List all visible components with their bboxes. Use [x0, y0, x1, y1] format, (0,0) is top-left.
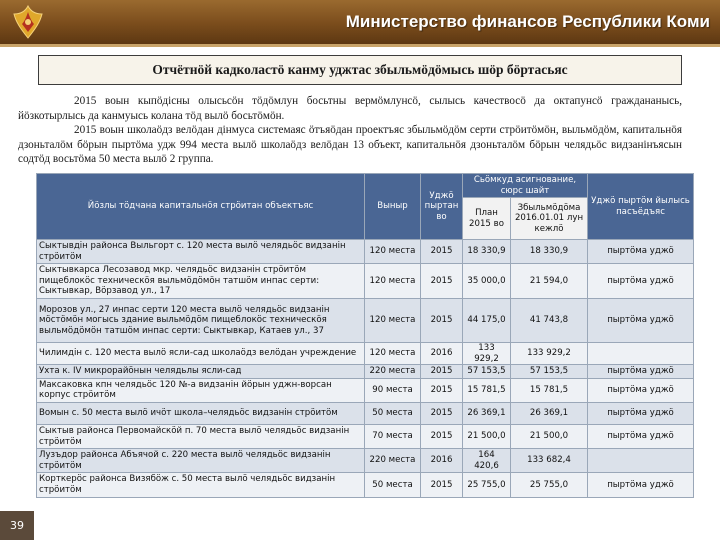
cell-year: 2015	[421, 402, 463, 424]
header-note: Уджӧ пыртӧм йылысь пасъёдъяс	[588, 174, 694, 240]
header-object: Йӧзлы тӧдчана капитальнӧя стрӧитан объектъяс	[37, 174, 365, 240]
table-row	[37, 365, 694, 379]
cell-object: Сыктыв районса Первомайскӧй п. 70 места вылӧ челядьӧс видзанін стрӧитӧм	[37, 424, 365, 448]
cell-power: 220 места	[365, 365, 421, 379]
paragraph: 2015 воын кыпӧдісны олысьсӧн тӧдӧмлун босьтны вермӧмлунсӧ, сылысь качествосӧ да октапунсӧ граждананысь, йӧзкотырлысь да канмуысь колана тӧд вылӧ босьтӧмӧн.	[18, 95, 682, 122]
table-row	[37, 264, 694, 299]
cell-note: пыртӧма уджӧ	[588, 365, 694, 379]
cell-year: 2015	[421, 298, 463, 342]
header-year: Уджӧ пыртан во	[421, 174, 463, 240]
paragraph: 2015 воын школаӧдз велӧдан дінмуса системаяс ӧтъяӧдан проектъяс збыльмӧдӧм серти стрӧитӧмӧн, выльмӧдӧм, капитальнӧя дзоньталӧм бӧрын пыртӧма удж 994 места вылӧ школаӧдз велӧдан 13 объект, капитальнӧя дзоньталӧм бӧрын челядьӧс видзанінъясын содтӧд восьтӧма 50 места вылӧ 2 группа.	[18, 124, 682, 166]
page-number: 39	[0, 511, 34, 540]
cell-year: 2015	[421, 473, 463, 497]
header-power: Выныр	[365, 174, 421, 240]
cell-power: 220 места	[365, 449, 421, 473]
cell-power: 120 места	[365, 264, 421, 299]
slide-title: Отчётнӧй кадколастӧ канму уджтас збыльмӧдӧмысь шӧр бӧртасьяс	[38, 55, 682, 85]
header-actual: Збыльмӧдӧма 2016.01.01 лун кежлӧ	[511, 198, 588, 240]
cell-plan: 35 000,0	[463, 264, 511, 299]
cell-year: 2015	[421, 365, 463, 379]
cell-actual: 18 330,9	[511, 240, 588, 264]
cell-note: пыртӧма уджӧ	[588, 240, 694, 264]
cell-actual: 15 781,5	[511, 378, 588, 402]
cell-actual: 25 755,0	[511, 473, 588, 497]
cell-year: 2016	[421, 342, 463, 364]
cell-power: 70 места	[365, 424, 421, 448]
cell-power: 120 места	[365, 342, 421, 364]
header-funds: Сьӧмкуд асигнование, сюрс шайт	[463, 174, 588, 198]
cell-note	[588, 449, 694, 473]
header-divider	[0, 44, 720, 47]
cell-actual: 21 594,0	[511, 264, 588, 299]
cell-object: Ухта к. IV микрорайӧнын челядьлы ясли-сад	[37, 365, 365, 379]
cell-plan: 25 755,0	[463, 473, 511, 497]
cell-note: пыртӧма уджӧ	[588, 378, 694, 402]
cell-object: Лузъдор районса Абъячой с. 220 места вылӧ челядьӧс видзанін стрӧитӧм	[37, 449, 365, 473]
ministry-title: Министерство финансов Республики Коми	[345, 12, 710, 31]
cell-plan: 44 175,0	[463, 298, 511, 342]
cell-year: 2015	[421, 240, 463, 264]
cell-plan: 57 153,5	[463, 365, 511, 379]
cell-object: Чилимдін с. 120 места вылӧ ясли-сад школаӧдз велӧдан учреждение	[37, 342, 365, 364]
table-row	[37, 449, 694, 473]
cell-actual: 21 500,0	[511, 424, 588, 448]
cell-object: Сыктывкарса Лесозавод мкр. челядьӧс видзанін стрӧитӧм пищеблокӧс техническӧя выльмӧдӧмӧн татшӧм инпас серти: Сыктывкар, Вӧрзавод ул., 17	[37, 264, 365, 299]
cell-power: 50 места	[365, 402, 421, 424]
cell-actual: 26 369,1	[511, 402, 588, 424]
cell-year: 2015	[421, 378, 463, 402]
table-row	[37, 298, 694, 342]
table-row	[37, 473, 694, 497]
table-row	[37, 378, 694, 402]
cell-object: Максаковка кпн челядьӧс 120 №-а видзанін йӧрын уджн-ворсан корпус стрӧитӧм	[37, 378, 365, 402]
table-row	[37, 424, 694, 448]
cell-note: пыртӧма уджӧ	[588, 424, 694, 448]
cell-plan: 15 781,5	[463, 378, 511, 402]
cell-plan: 26 369,1	[463, 402, 511, 424]
table-row	[37, 402, 694, 424]
cell-object: Морозов ул., 27 инпас серти 120 места вылӧ челядьӧс видзанін мӧстӧмӧн могысь здание выльмӧдӧм пищеблокӧс техническӧя выльмӧдӧмӧн татшӧм инпас серти: Сыктывкар, Катаев ул., 37	[37, 298, 365, 342]
cell-note	[588, 342, 694, 364]
cell-year: 2015	[421, 424, 463, 448]
cell-note: пыртӧма уджӧ	[588, 264, 694, 299]
cell-year: 2016	[421, 449, 463, 473]
cell-power: 120 места	[365, 240, 421, 264]
cell-actual: 57 153,5	[511, 365, 588, 379]
objects-table	[36, 173, 694, 498]
header-plan: План 2015 во	[463, 198, 511, 240]
cell-year: 2015	[421, 264, 463, 299]
coat-of-arms-icon	[8, 2, 48, 42]
cell-power: 90 места	[365, 378, 421, 402]
table-row	[37, 240, 694, 264]
cell-actual: 133 682,4	[511, 449, 588, 473]
cell-power: 120 места	[365, 298, 421, 342]
cell-object: Корткерӧс районса Визябӧж с. 50 места вылӧ челядьӧс видзанін стрӧитӧм	[37, 473, 365, 497]
cell-plan: 164 420,6	[463, 449, 511, 473]
cell-note: пыртӧма уджӧ	[588, 402, 694, 424]
table-row	[37, 342, 694, 364]
cell-plan: 21 500,0	[463, 424, 511, 448]
cell-actual: 41 743,8	[511, 298, 588, 342]
cell-power: 50 места	[365, 473, 421, 497]
cell-plan: 133 929,2	[463, 342, 511, 364]
cell-note: пыртӧма уджӧ	[588, 298, 694, 342]
cell-note: пыртӧма уджӧ	[588, 473, 694, 497]
header-bar	[0, 0, 720, 44]
cell-actual: 133 929,2	[511, 342, 588, 364]
cell-plan: 18 330,9	[463, 240, 511, 264]
cell-object: Сыктывдін районса Выльгорт с. 120 места вылӧ челядьӧс видзанін стрӧитӧм	[37, 240, 365, 264]
cell-object: Вомын с. 50 места вылӧ ичӧт школа–челядьӧс видзанін стрӧитӧм	[37, 402, 365, 424]
body-text	[18, 94, 682, 167]
